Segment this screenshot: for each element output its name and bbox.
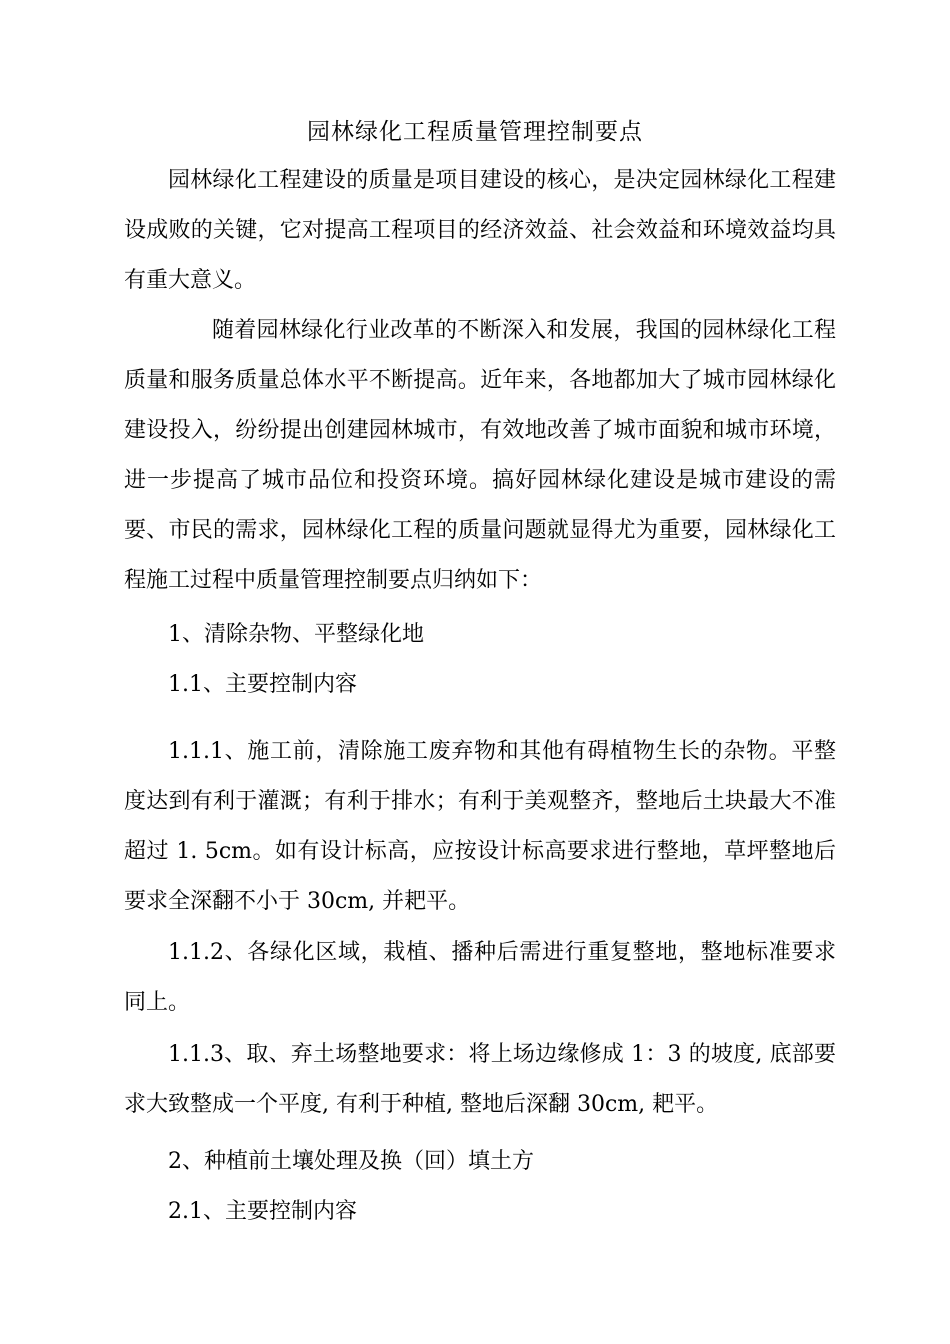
section-heading-2: 2、种植前土壤处理及换（回）填土方 [168,1149,534,1174]
paragraph-intro: 园林绿化工程建设的质量是项目建设的核心，是决定园林绿化工程建设成败的关键，它对提高工程项目的经济效益、社会效益和环境效益均具有重大意义。 [124,168,836,293]
item-1-1-1: 1.1.1、施工前，清除施工废弃物和其他有碍植物生长的杂物。平整度达到有利于灌溉；有利于排水；有利于美观整齐，整地后土块最大不准超过 1. 5cm。如有设计标高，应按设计标高要求进行整地，草坪整地后要求全深翻不小于 30cm, 并耙平。 [124,739,836,914]
paragraph-background: 随着园林绿化行业改革的不断深入和发展，我国的园林绿化工程质量和服务质量总体水平不断提高。近年来，各地都加大了城市园林绿化建设投入，纷纷提出创建园林城市，有效地改善了城市面貌和城市环境，进一步提高了城市品位和投资环境。搞好园林绿化建设是城市建设的需要、市民的需求，园林绿化工程的质量问题就显得尤为重要，园林绿化工程施工过程中质量管理控制要点归纳如下： [124,318,836,593]
subsection-heading-1-1: 1.1、主要控制内容 [168,672,357,697]
item-1-1-3: 1.1.3、取、弃土场整地要求：将上场边缘修成 1：3 的坡度, 底部要求大致整成一个平度, 有利于种植, 整地后深翻 30cm, 耙平。 [124,1042,836,1117]
item-1-1-2: 1.1.2、各绿化区域，栽植、播种后需进行重复整地，整地标准要求同上。 [124,940,836,1015]
section-heading-1: 1、清除杂物、平整绿化地 [168,622,424,647]
subsection-heading-2-1: 2.1、主要控制内容 [168,1199,357,1224]
document-title: 园林绿化工程质量管理控制要点 [307,119,643,145]
